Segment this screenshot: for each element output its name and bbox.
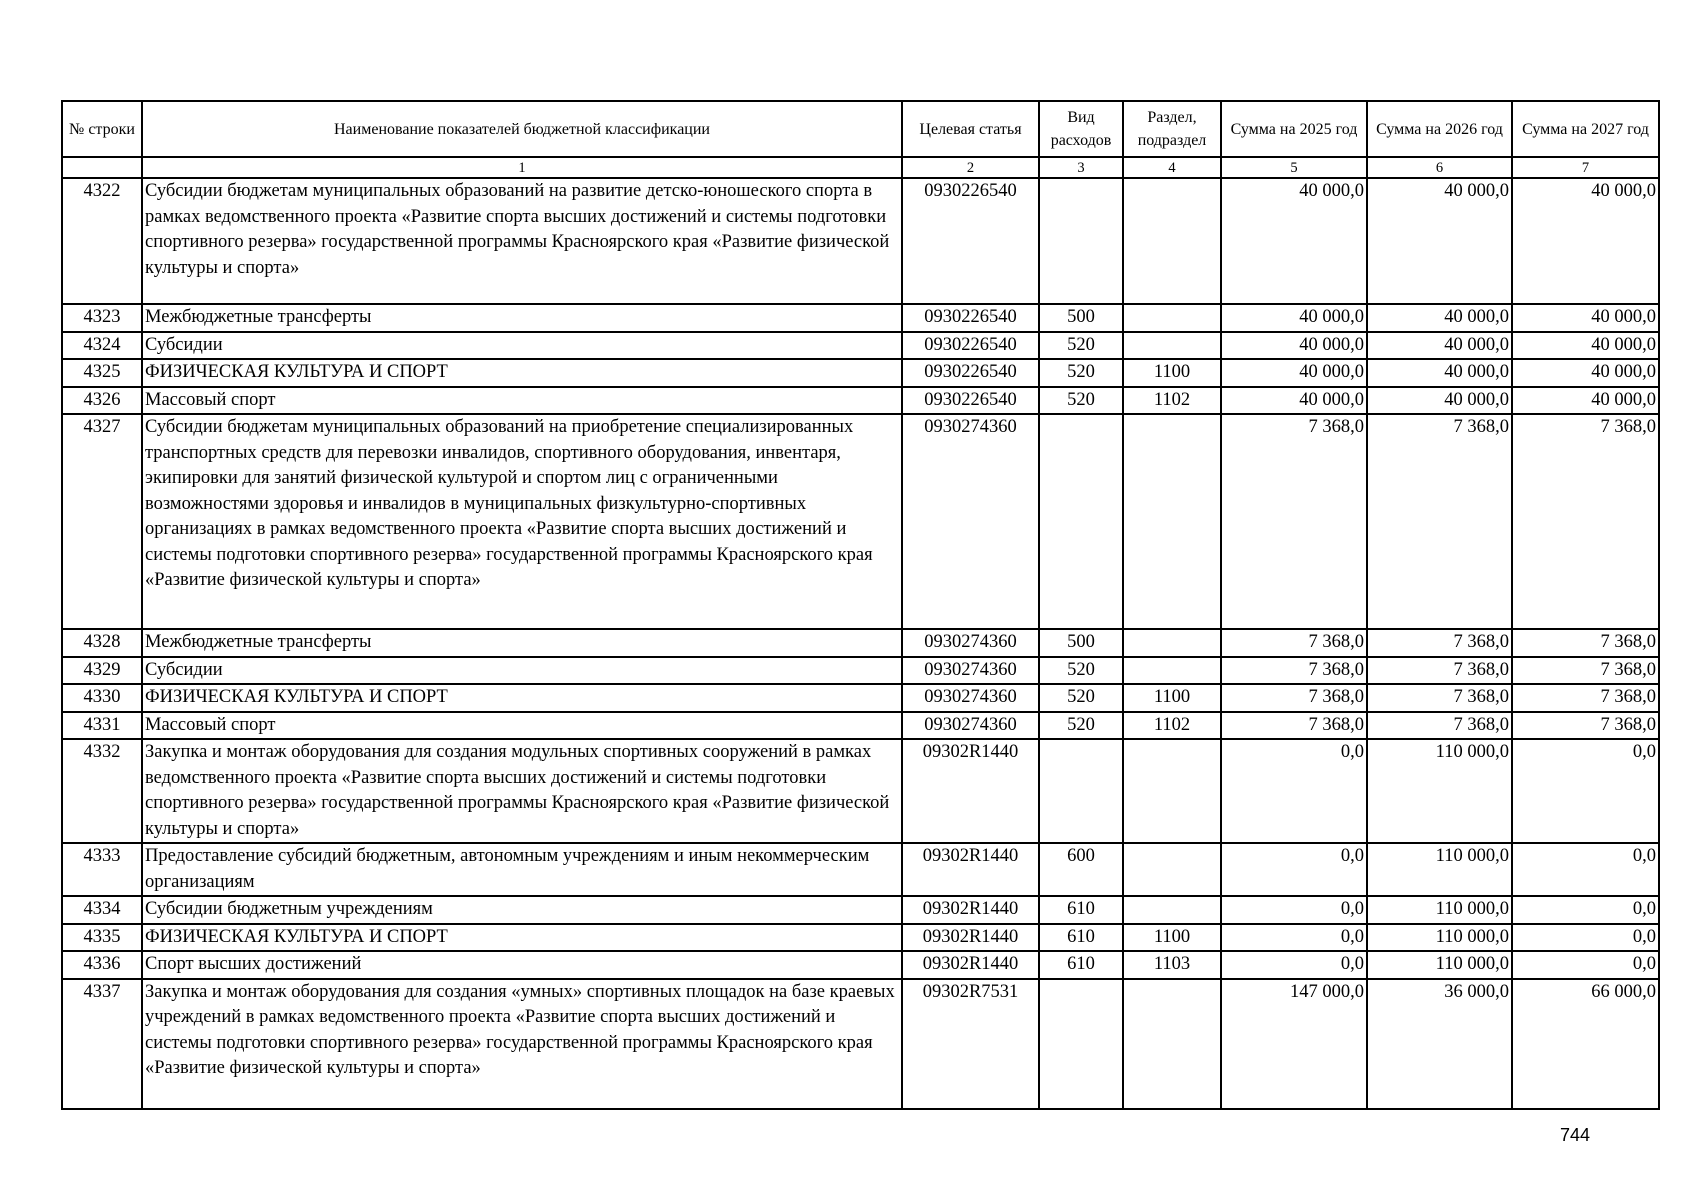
expense-kind	[1039, 178, 1123, 304]
header-target-article: Целевая статья	[902, 101, 1039, 157]
indicator-name: Субсидии	[142, 332, 902, 360]
indicator-name: Субсидии	[142, 657, 902, 685]
indicator-name: Спорт высших достижений	[142, 951, 902, 979]
sum-2025: 0,0	[1221, 843, 1367, 896]
table-row	[62, 629, 1659, 657]
budget-table	[61, 100, 1660, 1110]
sum-2027: 7 368,0	[1512, 414, 1659, 629]
table-row	[62, 739, 1659, 843]
sum-2025: 7 368,0	[1221, 712, 1367, 740]
target-article: 0930274360	[902, 684, 1039, 712]
table-row	[62, 414, 1659, 629]
target-article: 0930226540	[902, 359, 1039, 387]
sum-2027: 7 368,0	[1512, 684, 1659, 712]
sum-2025: 40 000,0	[1221, 387, 1367, 415]
table-row	[62, 979, 1659, 1109]
sum-2026: 110 000,0	[1367, 739, 1512, 843]
sum-2025: 7 368,0	[1221, 414, 1367, 629]
table-row	[62, 684, 1659, 712]
section-code	[1123, 979, 1221, 1109]
sum-2026: 40 000,0	[1367, 387, 1512, 415]
sum-2025: 7 368,0	[1221, 657, 1367, 685]
row-number: 4337	[62, 979, 142, 1109]
sum-2026: 7 368,0	[1367, 629, 1512, 657]
row-number: 4322	[62, 178, 142, 304]
sum-2026: 110 000,0	[1367, 924, 1512, 952]
indicator-name: Межбюджетные трансферты	[142, 629, 902, 657]
page-number: 744	[1559, 1125, 1591, 1145]
expense-kind: 610	[1039, 896, 1123, 924]
sum-2025: 0,0	[1221, 924, 1367, 952]
sum-2026: 110 000,0	[1367, 896, 1512, 924]
row-number: 4328	[62, 629, 142, 657]
section-code	[1123, 739, 1221, 843]
indicator-name: Субсидии бюджетам муниципальных образований на развитие детско-юношеского спорта в рамках ведомственного проекта «Развитие спорта высших достижений и системы подготовки спортивного резерва» государственной программы Красноярского края «Развитие физической культуры и спорта»	[142, 178, 902, 304]
expense-kind: 520	[1039, 657, 1123, 685]
sum-2025: 0,0	[1221, 739, 1367, 843]
expense-kind: 500	[1039, 304, 1123, 332]
sum-2027: 7 368,0	[1512, 712, 1659, 740]
sum-2025: 40 000,0	[1221, 332, 1367, 360]
indicator-name: Предоставление субсидий бюджетным, автономным учреждениям и иным некоммерческим организациям	[142, 843, 902, 896]
expense-kind: 500	[1039, 629, 1123, 657]
row-number: 4324	[62, 332, 142, 360]
sum-2025: 147 000,0	[1221, 979, 1367, 1109]
expense-kind: 610	[1039, 924, 1123, 952]
row-number: 4323	[62, 304, 142, 332]
sum-2027: 0,0	[1512, 739, 1659, 843]
expense-kind: 600	[1039, 843, 1123, 896]
row-number: 4330	[62, 684, 142, 712]
column-number-cell: 4	[1123, 157, 1221, 178]
sum-2025: 7 368,0	[1221, 629, 1367, 657]
table-row	[62, 843, 1659, 896]
table-row	[62, 387, 1659, 415]
sum-2027: 7 368,0	[1512, 657, 1659, 685]
sum-2025: 0,0	[1221, 951, 1367, 979]
row-number: 4332	[62, 739, 142, 843]
target-article: 09302R1440	[902, 843, 1039, 896]
table-row	[62, 924, 1659, 952]
header-sum-2027: Сумма на 2027 год	[1512, 101, 1659, 157]
expense-kind	[1039, 739, 1123, 843]
sum-2026: 7 368,0	[1367, 684, 1512, 712]
indicator-name: Массовый спорт	[142, 712, 902, 740]
sum-2026: 40 000,0	[1367, 178, 1512, 304]
sum-2026: 40 000,0	[1367, 332, 1512, 360]
sum-2025: 40 000,0	[1221, 178, 1367, 304]
target-article: 0930274360	[902, 629, 1039, 657]
target-article: 0930274360	[902, 657, 1039, 685]
sum-2027: 0,0	[1512, 843, 1659, 896]
sum-2026: 7 368,0	[1367, 657, 1512, 685]
column-number-cell: 1	[142, 157, 902, 178]
sum-2027: 0,0	[1512, 951, 1659, 979]
target-article: 09302R1440	[902, 896, 1039, 924]
sum-2027: 0,0	[1512, 924, 1659, 952]
table-row	[62, 896, 1659, 924]
sum-2025: 40 000,0	[1221, 304, 1367, 332]
section-code	[1123, 332, 1221, 360]
table-row	[62, 304, 1659, 332]
sum-2027: 7 368,0	[1512, 629, 1659, 657]
indicator-name: Субсидии бюджетным учреждениям	[142, 896, 902, 924]
column-number-cell	[62, 157, 142, 178]
indicator-name: Закупка и монтаж оборудования для создания «умных» спортивных площадок на базе краевых учреждений в рамках ведомственного проекта «Развитие спорта высших достижений и системы подготовки спортивного резерва» государственной программы Красноярского края «Развитие физической культуры и спорта»	[142, 979, 902, 1109]
section-code	[1123, 657, 1221, 685]
table-body	[62, 178, 1659, 1109]
header-row	[62, 101, 1659, 157]
target-article: 09302R1440	[902, 739, 1039, 843]
sum-2027: 40 000,0	[1512, 387, 1659, 415]
table-row	[62, 712, 1659, 740]
section-code: 1100	[1123, 359, 1221, 387]
indicator-name: ФИЗИЧЕСКАЯ КУЛЬТУРА И СПОРТ	[142, 924, 902, 952]
target-article: 09302R1440	[902, 924, 1039, 952]
row-number: 4326	[62, 387, 142, 415]
row-number: 4325	[62, 359, 142, 387]
sum-2025: 40 000,0	[1221, 359, 1367, 387]
column-number-cell: 6	[1367, 157, 1512, 178]
table-row	[62, 178, 1659, 304]
sum-2026: 40 000,0	[1367, 359, 1512, 387]
sum-2025: 0,0	[1221, 896, 1367, 924]
target-article: 0930226540	[902, 387, 1039, 415]
table-row	[62, 951, 1659, 979]
table-row	[62, 657, 1659, 685]
expense-kind	[1039, 979, 1123, 1109]
indicator-name: Межбюджетные трансферты	[142, 304, 902, 332]
expense-kind: 520	[1039, 387, 1123, 415]
column-number-cell: 7	[1512, 157, 1659, 178]
section-code: 1103	[1123, 951, 1221, 979]
row-number: 4327	[62, 414, 142, 629]
section-code	[1123, 414, 1221, 629]
header-name: Наименование показателей бюджетной классификации	[142, 101, 902, 157]
table-row	[62, 332, 1659, 360]
section-code: 1102	[1123, 387, 1221, 415]
section-code	[1123, 304, 1221, 332]
target-article: 0930274360	[902, 712, 1039, 740]
indicator-name: Закупка и монтаж оборудования для создания модульных спортивных сооружений в рамках ведомственного проекта «Развитие спорта высших достижений и системы подготовки спортивного резерва» государственной программы Красноярского края «Развитие физической культуры и спорта»	[142, 739, 902, 843]
header-expense-kind: Вид расходов	[1039, 101, 1123, 157]
row-number: 4333	[62, 843, 142, 896]
header-sum-2026: Сумма на 2026 год	[1367, 101, 1512, 157]
sum-2025: 7 368,0	[1221, 684, 1367, 712]
target-article: 09302R1440	[902, 951, 1039, 979]
target-article: 0930226540	[902, 332, 1039, 360]
header-section: Раздел, подраздел	[1123, 101, 1221, 157]
section-code: 1100	[1123, 684, 1221, 712]
sum-2027: 0,0	[1512, 896, 1659, 924]
expense-kind: 520	[1039, 712, 1123, 740]
indicator-name: Субсидии бюджетам муниципальных образований на приобретение специализированных транспортных средств для перевозки инвалидов, спортивного оборудования, инвентаря, экипировки для занятий физической культурой и спортом лиц с ограниченными возможностями здоровья и инвалидов в муниципальных физкультурно-спортивных организациях в рамках ведомственного проекта «Развитие спорта высших достижений и системы подготовки спортивного резерва» государственной программы Красноярского края «Развитие физической культуры и спорта»	[142, 414, 902, 629]
row-number: 4335	[62, 924, 142, 952]
expense-kind: 520	[1039, 684, 1123, 712]
sum-2026: 7 368,0	[1367, 712, 1512, 740]
column-number-cell: 2	[902, 157, 1039, 178]
column-number-row	[62, 157, 1659, 178]
section-code	[1123, 843, 1221, 896]
expense-kind: 520	[1039, 359, 1123, 387]
sum-2026: 40 000,0	[1367, 304, 1512, 332]
indicator-name: ФИЗИЧЕСКАЯ КУЛЬТУРА И СПОРТ	[142, 684, 902, 712]
column-number-cell: 5	[1221, 157, 1367, 178]
sum-2026: 7 368,0	[1367, 414, 1512, 629]
section-code	[1123, 629, 1221, 657]
row-number: 4329	[62, 657, 142, 685]
expense-kind	[1039, 414, 1123, 629]
expense-kind: 610	[1039, 951, 1123, 979]
section-code: 1102	[1123, 712, 1221, 740]
header-sum-2025: Сумма на 2025 год	[1221, 101, 1367, 157]
sum-2027: 40 000,0	[1512, 178, 1659, 304]
indicator-name: Массовый спорт	[142, 387, 902, 415]
target-article: 0930226540	[902, 304, 1039, 332]
sum-2026: 110 000,0	[1367, 951, 1512, 979]
table-row	[62, 359, 1659, 387]
sum-2027: 40 000,0	[1512, 359, 1659, 387]
target-article: 09302R7531	[902, 979, 1039, 1109]
target-article: 0930226540	[902, 178, 1039, 304]
row-number: 4334	[62, 896, 142, 924]
row-number: 4331	[62, 712, 142, 740]
sum-2027: 40 000,0	[1512, 304, 1659, 332]
sum-2026: 36 000,0	[1367, 979, 1512, 1109]
sum-2026: 110 000,0	[1367, 843, 1512, 896]
section-code	[1123, 896, 1221, 924]
sum-2027: 66 000,0	[1512, 979, 1659, 1109]
target-article: 0930274360	[902, 414, 1039, 629]
header-row-number: № строки	[62, 101, 142, 157]
section-code	[1123, 178, 1221, 304]
section-code: 1100	[1123, 924, 1221, 952]
row-number: 4336	[62, 951, 142, 979]
column-number-cell: 3	[1039, 157, 1123, 178]
expense-kind: 520	[1039, 332, 1123, 360]
indicator-name: ФИЗИЧЕСКАЯ КУЛЬТУРА И СПОРТ	[142, 359, 902, 387]
sum-2027: 40 000,0	[1512, 332, 1659, 360]
